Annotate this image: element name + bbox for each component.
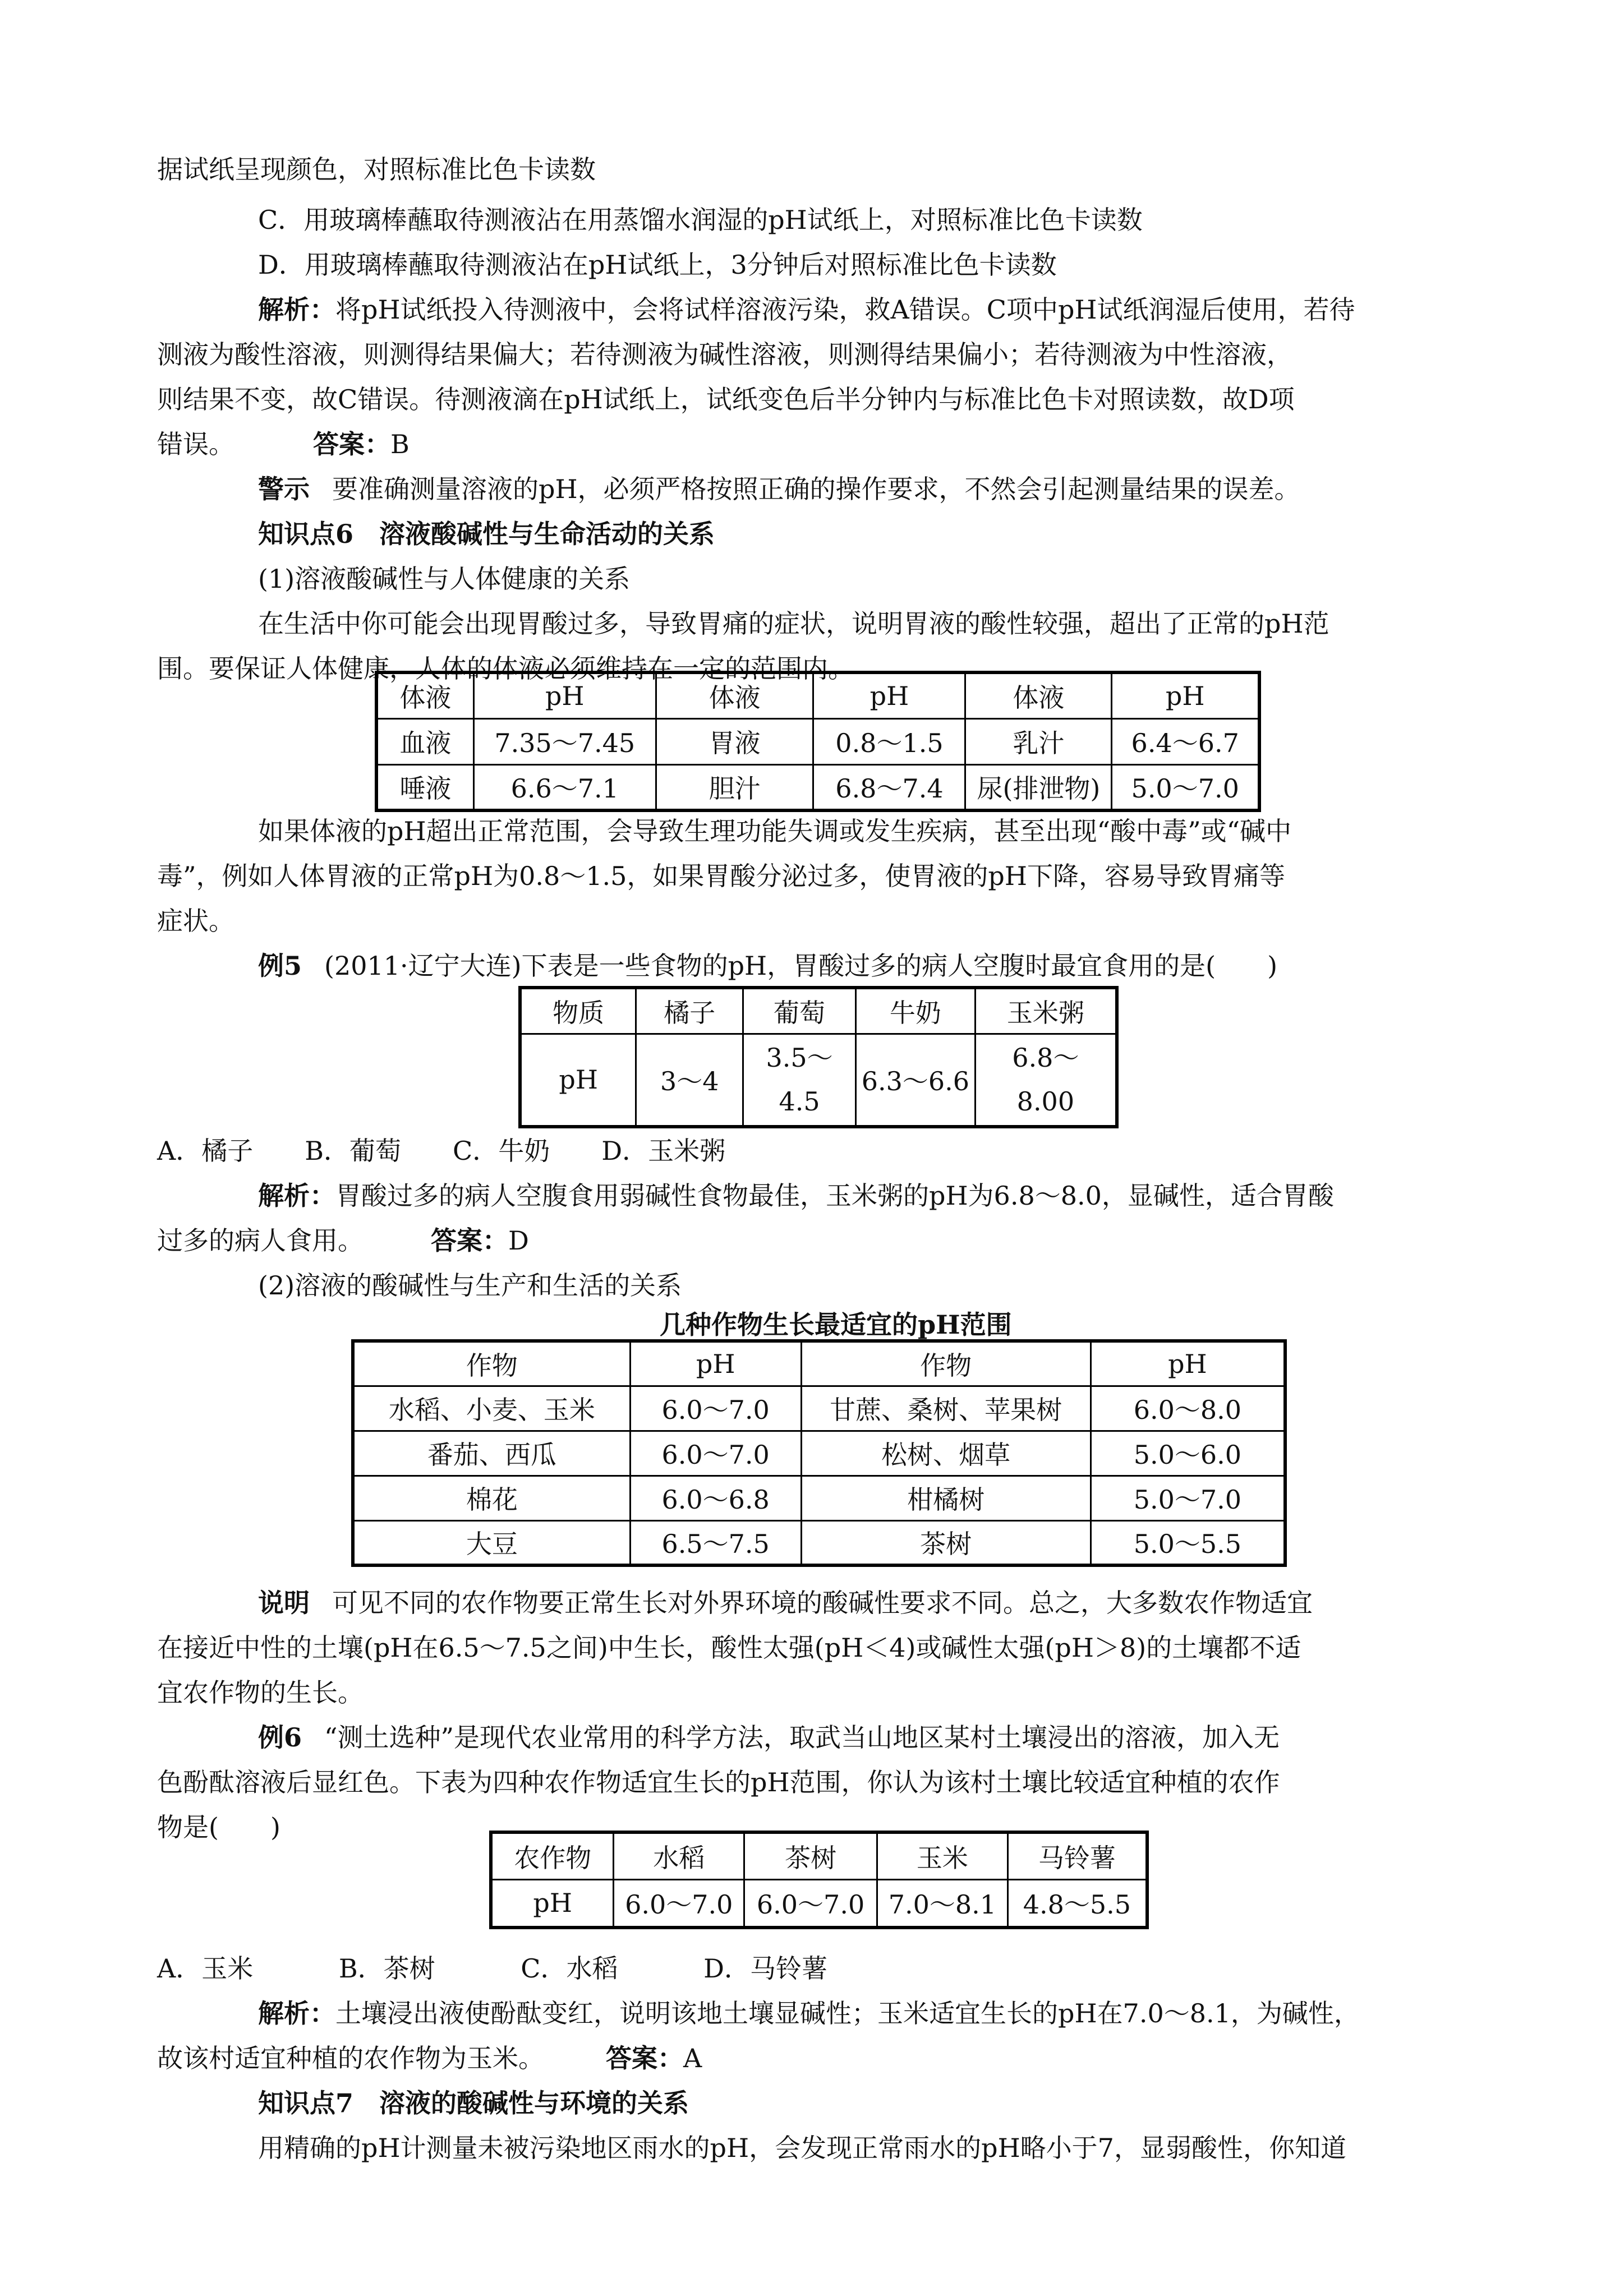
table-cell: 5.0～7.0 bbox=[1091, 1476, 1285, 1520]
answer-label: 答案： bbox=[431, 1225, 508, 1256]
table-cell: 6.8～7.4 bbox=[813, 764, 965, 810]
table-cell: 玉米 bbox=[877, 1832, 1007, 1879]
table-cell: 番茄、西瓜 bbox=[353, 1431, 630, 1476]
table-cell: 大豆 bbox=[353, 1520, 630, 1565]
answer-line bbox=[157, 2036, 702, 2081]
crop-ph-table bbox=[351, 1339, 1287, 1567]
table-cell: 松树、烟草 bbox=[801, 1431, 1091, 1476]
answer-value: A bbox=[683, 2043, 702, 2073]
table-cell bbox=[743, 1034, 856, 1127]
table-cell: 6.4～6.7 bbox=[1112, 718, 1259, 764]
text-line: 毒”，例如人体胃液的正常pH为0.8～1.5，如果胃酸分泌过多，使胃液的pH下降，容易导致胃痛等 bbox=[157, 861, 1285, 891]
example-label: 例5 bbox=[258, 951, 302, 981]
table-cell: 柑橘树 bbox=[801, 1476, 1091, 1520]
table-cell: pH bbox=[1112, 672, 1259, 718]
answer-value: B bbox=[390, 429, 410, 459]
text-span: 故该村适宜种植的农作物为玉米。 bbox=[157, 2043, 544, 2073]
table-cell: 甘蔗、桑树、苹果树 bbox=[801, 1386, 1091, 1431]
text-span: 过多的病人食用。 bbox=[157, 1225, 364, 1256]
text-line: 围。要保证人体健康，人体的体液必须维持在一定的范围内。 bbox=[157, 653, 854, 684]
subsection-2: (2)溶液的酸碱性与生产和生活的关系 bbox=[258, 1270, 682, 1301]
answer-label: 答案： bbox=[606, 2043, 683, 2073]
table-cell: 物质 bbox=[520, 988, 636, 1034]
text-line: 症状。 bbox=[157, 906, 234, 936]
table-cell: pH bbox=[520, 1034, 636, 1127]
table-cell: 橘子 bbox=[636, 988, 743, 1034]
table-cell: 胃液 bbox=[656, 718, 813, 764]
food-ph-table bbox=[518, 986, 1119, 1128]
example-6 bbox=[258, 1715, 1280, 1760]
table-cell: 6.0～7.0 bbox=[744, 1879, 877, 1928]
table-cell bbox=[975, 1034, 1117, 1127]
analysis-text: 将pH试纸投入待测液中，会将试样溶液污染，救A错误。C项中pH试纸润湿后使用，若待 bbox=[335, 294, 1355, 325]
example-text: “测土选种”是现代农业常用的科学方法，取武当山地区某村土壤浸出的溶液，加入无 bbox=[324, 1722, 1280, 1753]
table-cell: 马铃薯 bbox=[1007, 1832, 1147, 1879]
warning-line bbox=[258, 467, 1300, 511]
table-cell: 6.0～7.0 bbox=[630, 1431, 801, 1476]
analysis-label: 解析： bbox=[258, 1998, 335, 2028]
table-cell: 体液 bbox=[376, 672, 473, 718]
text-line: 宜农作物的生长。 bbox=[157, 1677, 364, 1708]
analysis-label: 解析： bbox=[258, 294, 335, 325]
example-label: 例6 bbox=[258, 1722, 302, 1753]
table-cell: 棉花 bbox=[353, 1476, 630, 1520]
crop-table-title: 几种作物生长最适宜的pH范围 bbox=[660, 1310, 1012, 1340]
table-cell: pH bbox=[1091, 1341, 1285, 1386]
table-cell: 6.0～7.0 bbox=[614, 1879, 744, 1928]
text-line: 物是( ) bbox=[157, 1812, 280, 1842]
table-cell: 茶树 bbox=[744, 1832, 877, 1879]
table-cell: 唾液 bbox=[376, 764, 473, 810]
table-cell: 尿(排泄物) bbox=[965, 764, 1112, 810]
example-5 bbox=[258, 943, 1277, 988]
cell-line: 6.8～ bbox=[1012, 1043, 1079, 1073]
note-text: 可见不同的农作物要正常生长对外界环境的酸碱性要求不同。总之，大多数农作物适宜 bbox=[332, 1588, 1313, 1618]
text-line: 色酚酞溶液后显红色。下表为四种农作物适宜生长的pH范围，你认为该村土壤比较适宜种植的农作 bbox=[157, 1767, 1280, 1797]
table-cell: 作物 bbox=[801, 1341, 1091, 1386]
table-cell: pH bbox=[473, 672, 656, 718]
table-cell: 葡萄 bbox=[743, 988, 856, 1034]
table-cell: 5.0～7.0 bbox=[1112, 764, 1259, 810]
text-line: 用精确的pH计测量未被污染地区雨水的pH，会发现正常雨水的pH略小于7，显弱酸性，你知道 bbox=[258, 2133, 1346, 2163]
warning-label: 警示 bbox=[258, 474, 310, 504]
section-heading-7: 知识点7 溶液的酸碱性与环境的关系 bbox=[258, 2088, 689, 2118]
table-cell: 6.0～6.8 bbox=[630, 1476, 801, 1520]
table-cell: pH bbox=[491, 1879, 614, 1928]
analysis-line bbox=[258, 1991, 1360, 2036]
example-6-table bbox=[489, 1831, 1149, 1929]
table-cell: 水稻、小麦、玉米 bbox=[353, 1386, 630, 1431]
subsection-1: (1)溶液酸碱性与人体健康的关系 bbox=[258, 564, 631, 594]
text-line: 则结果不变，故C错误。待测液滴在pH试纸上，试纸变色后半分钟内与标准比色卡对照读数，故D项 bbox=[157, 384, 1295, 414]
note-line bbox=[258, 1580, 1313, 1625]
table-cell: 牛奶 bbox=[855, 988, 975, 1034]
text-line: 据试纸呈现颜色，对照标准比色卡读数 bbox=[157, 154, 596, 185]
table-cell: 血液 bbox=[376, 718, 473, 764]
table-cell: 体液 bbox=[656, 672, 813, 718]
table-cell: 农作物 bbox=[491, 1832, 614, 1879]
cell-line: 8.00 bbox=[1016, 1086, 1075, 1117]
table-cell: 3～4 bbox=[636, 1034, 743, 1127]
table-cell: 玉米粥 bbox=[975, 988, 1117, 1034]
cell-line: 4.5 bbox=[779, 1086, 820, 1117]
body-fluid-table bbox=[375, 671, 1261, 812]
table-cell: 乳汁 bbox=[965, 718, 1112, 764]
table-cell: 作物 bbox=[353, 1341, 630, 1386]
table-cell: 6.3～6.6 bbox=[855, 1034, 975, 1127]
text-line: 在生活中你可能会出现胃酸过多，导致胃痛的症状，说明胃液的酸性较强，超出了正常的pH范 bbox=[258, 608, 1329, 639]
answer-line bbox=[157, 422, 410, 467]
answer-value: D bbox=[508, 1225, 529, 1256]
text-line: 如果体液的pH超出正常范围，会导致生理功能失调或发生疾病，甚至出现“酸中毒”或“碱中 bbox=[258, 816, 1292, 846]
table-cell: 5.0～5.5 bbox=[1091, 1520, 1285, 1565]
text-span: 错误。 bbox=[157, 429, 234, 459]
text-line: 在接近中性的土壤(pH在6.5～7.5之间)中生长，酸性太强(pH＜4)或碱性太强(pH＞8)的土壤都不适 bbox=[157, 1633, 1301, 1663]
answer-label: 答案： bbox=[313, 429, 390, 459]
analysis-label: 解析： bbox=[258, 1181, 335, 1211]
example-6-options: A．玉米 B．茶树 C．水稻 D．马铃薯 bbox=[157, 1953, 827, 1984]
analysis-text: 土壤浸出液使酚酞变红，说明该地土壤显碱性；玉米适宜生长的pH在7.0～8.1，为碱性， bbox=[335, 1998, 1360, 2028]
table-cell: 5.0～6.0 bbox=[1091, 1431, 1285, 1476]
cell-line: 3.5～ bbox=[766, 1043, 833, 1073]
table-cell: pH bbox=[813, 672, 965, 718]
table-cell: 6.0～7.0 bbox=[630, 1386, 801, 1431]
table-cell: 茶树 bbox=[801, 1520, 1091, 1565]
table-cell: 6.0～8.0 bbox=[1091, 1386, 1285, 1431]
option-c: C．用玻璃棒蘸取待测液沾在用蒸馏水润湿的pH试纸上，对照标准比色卡读数 bbox=[258, 205, 1143, 235]
text-line: 测液为酸性溶液，则测得结果偏大；若待测液为碱性溶液，则测得结果偏小；若待测液为中性溶液， bbox=[157, 339, 1292, 370]
warning-text: 要准确测量溶液的pH，必须严格按照正确的操作要求，不然会引起测量结果的误差。 bbox=[332, 474, 1300, 504]
table-cell: 6.6～7.1 bbox=[473, 764, 656, 810]
table-cell: 水稻 bbox=[614, 1832, 744, 1879]
table-cell: 4.8～5.5 bbox=[1007, 1879, 1147, 1928]
analysis-line bbox=[258, 1173, 1334, 1218]
example-text: (2011·辽宁大连)下表是一些食物的pH，胃酸过多的病人空腹时最宜食用的是( ) bbox=[324, 951, 1278, 981]
option-d: D．用玻璃棒蘸取待测液沾在pH试纸上，3分钟后对照标准比色卡读数 bbox=[258, 250, 1057, 280]
analysis-text: 胃酸过多的病人空腹食用弱碱性食物最佳，玉米粥的pH为6.8～8.0，显碱性，适合胃酸 bbox=[335, 1181, 1334, 1211]
table-cell: 0.8～1.5 bbox=[813, 718, 965, 764]
table-cell: 7.35～7.45 bbox=[473, 718, 656, 764]
section-heading-6: 知识点6 溶液酸碱性与生命活动的关系 bbox=[258, 519, 715, 549]
example-5-options: A．橘子 B．葡萄 C．牛奶 D．玉米粥 bbox=[157, 1136, 726, 1166]
note-label: 说明 bbox=[258, 1588, 310, 1618]
table-cell: 6.5～7.5 bbox=[630, 1520, 801, 1565]
table-cell: 体液 bbox=[965, 672, 1112, 718]
table-cell: 胆汁 bbox=[656, 764, 813, 810]
table-cell: pH bbox=[630, 1341, 801, 1386]
answer-line bbox=[157, 1218, 529, 1263]
analysis-line bbox=[258, 287, 1355, 332]
table-cell: 7.0～8.1 bbox=[877, 1879, 1007, 1928]
